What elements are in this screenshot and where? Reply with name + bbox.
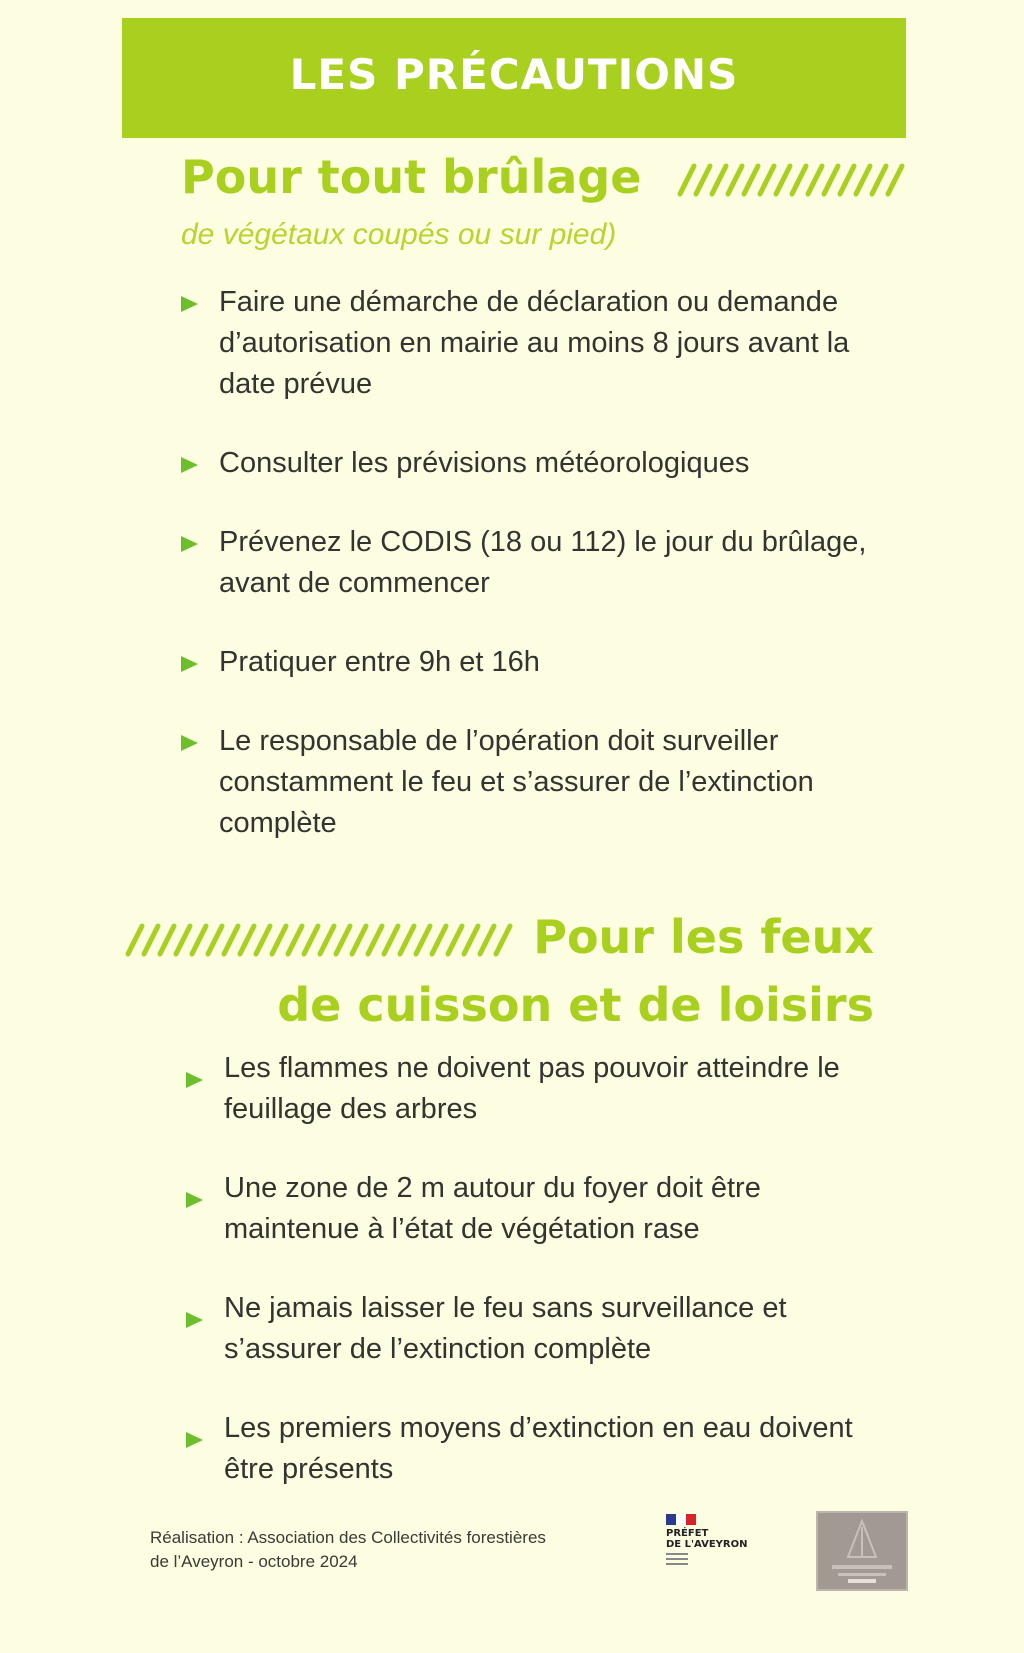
footer-credit-line2: de l’Aveyron - octobre 2024 [150, 1552, 358, 1571]
brulage-precautions-list [181, 282, 871, 844]
list-item-text: Consulter les prévisions météorologiques [219, 447, 750, 479]
list-item [186, 1048, 876, 1130]
list-item-text: Ne jamais laisser le feu sans surveillance et s’assurer de l’extinction complète [224, 1292, 787, 1365]
list-item-text: Pratiquer entre 9h et 16h [219, 646, 540, 678]
section-subtitle: de végétaux coupés ou sur pied) [181, 218, 617, 251]
list-item-text: Une zone de 2 m autour du foyer doit être maintenue à l’état de végétation rase [224, 1172, 761, 1245]
hatch-decoration-right [676, 160, 906, 200]
prefet-logo-text: PRÉFET DE L'AVEYRON [666, 1528, 748, 1550]
list-item [181, 282, 871, 405]
list-item-text: Faire une démarche de déclaration ou demande d’autorisation en mairie au moins 8 jours avant la date prévue [219, 286, 850, 400]
triangle-right-icon [186, 1312, 203, 1328]
list-item [181, 522, 871, 604]
section-title-brulage: Pour tout brûlage [181, 150, 642, 204]
footer-credit-line1: Réalisation : Association des Collectivités forestières [150, 1528, 546, 1547]
triangle-right-icon [186, 1072, 203, 1088]
hatch-decoration-left [124, 920, 514, 960]
section-title-feux-line1: Pour les feux [533, 910, 874, 964]
association-logo [816, 1511, 908, 1591]
list-item [186, 1168, 876, 1250]
prefet-aveyron-logo [666, 1514, 776, 1584]
list-item [181, 721, 871, 844]
list-item [186, 1408, 876, 1490]
page-title: LES PRÉCAUTIONS [289, 49, 739, 99]
section-title-feux-line2: de cuisson et de loisirs [277, 978, 874, 1032]
list-item [181, 642, 871, 683]
list-item [186, 1288, 876, 1370]
triangle-right-icon [181, 536, 198, 552]
triangle-right-icon [186, 1192, 203, 1208]
feux-precautions-list [186, 1048, 876, 1490]
prefet-motto-lines [666, 1553, 688, 1565]
list-item [181, 443, 871, 484]
triangle-right-icon [181, 296, 198, 312]
triangle-right-icon [186, 1432, 203, 1448]
french-flag-icon [666, 1514, 696, 1525]
list-item-text: Prévenez le CODIS (18 ou 112) le jour du brûlage, avant de commencer [219, 526, 867, 599]
header-banner [122, 18, 906, 138]
triangle-right-icon [181, 735, 198, 751]
list-item-text: Le responsable de l’opération doit surveiller constamment le feu et s’assurer de l’extinction complète [219, 725, 814, 839]
triangle-right-icon [181, 656, 198, 672]
list-item-text: Les premiers moyens d’extinction en eau doivent être présents [224, 1412, 853, 1485]
triangle-right-icon [181, 457, 198, 473]
footer-credit [150, 1526, 610, 1574]
list-item-text: Les flammes ne doivent pas pouvoir atteindre le feuillage des arbres [224, 1052, 840, 1125]
association-emblem-icon [818, 1513, 906, 1589]
